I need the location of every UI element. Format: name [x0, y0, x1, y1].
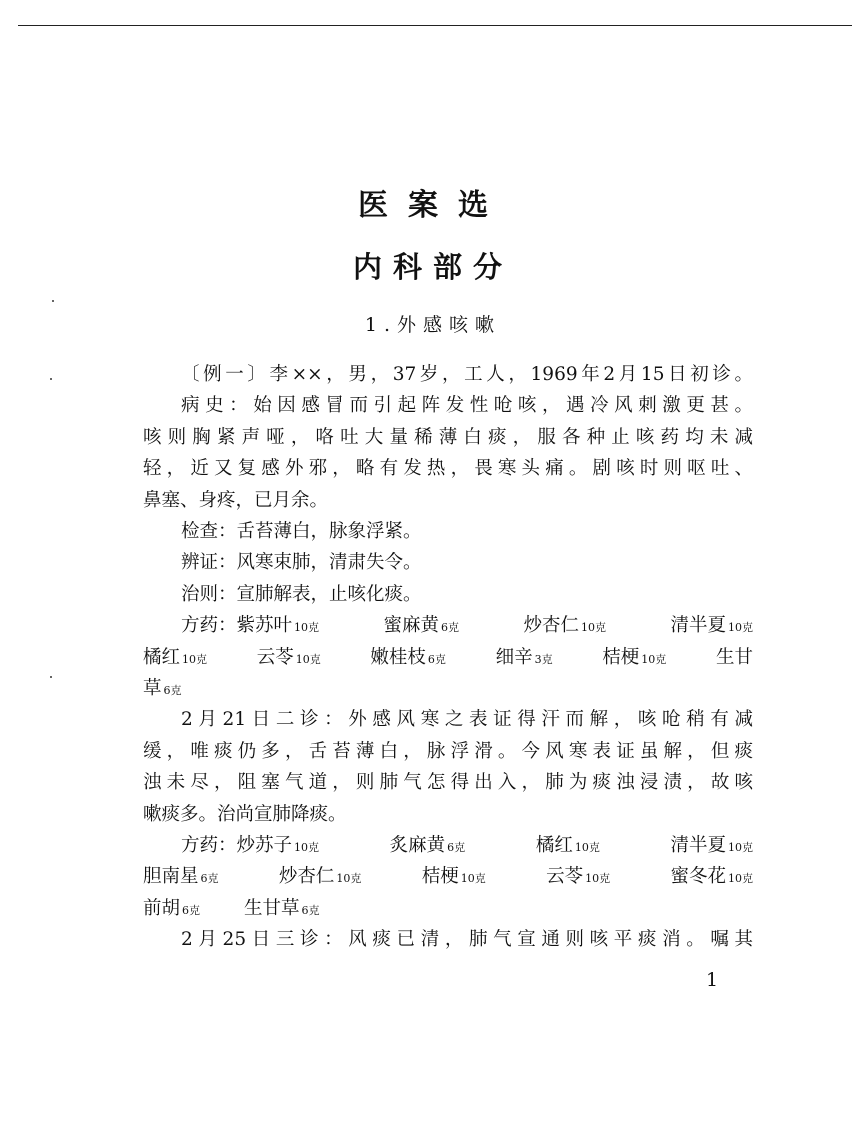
prescription-line [143, 834, 753, 858]
text-line: 浊未尽，阻塞气道，则肺气怎得出入，肺为痰浊浸渍，故咳 [143, 772, 753, 794]
herb-item [143, 677, 182, 701]
herb-item [244, 897, 320, 921]
text-line: 缓，唯痰仍多，舌苔薄白，脉浮滑。今风寒表证虽解，但痰 [143, 740, 753, 762]
text-line: 检查：舌苔薄白，脉象浮紧。 [181, 521, 422, 542]
herb-name: 清半夏 [670, 835, 726, 856]
herb-item [716, 646, 753, 670]
text-line: 嗽痰多。治尚宣肺降痰。 [143, 803, 347, 825]
text-line: 咳则胸紧声哑，咯吐大量稀薄白痰，服各种止咳药均未减 [143, 426, 753, 448]
herb-item [670, 834, 753, 858]
herb-name: 嫩桂枝 [370, 646, 426, 668]
herb-item [523, 614, 606, 638]
herb-dose: 10克 [727, 841, 753, 854]
herb-name: 云苓 [546, 866, 584, 888]
scan-speck [50, 378, 52, 380]
herb-item [602, 646, 666, 670]
text-line: 鼻塞、身疼，已月余。 [143, 489, 329, 511]
herb-dose: 10克 [460, 872, 486, 886]
herb-dose: 6克 [163, 684, 182, 697]
herb-name: 蜜麻黄 [383, 615, 439, 637]
herb-name: 清半夏 [670, 615, 726, 637]
herb-name: 草 [143, 678, 162, 699]
herb-name: 方药：炒苏子 [181, 835, 293, 856]
prescription-line [143, 897, 753, 921]
scan-speck [50, 676, 52, 678]
herb-dose: 6克 [301, 903, 320, 917]
text-line: 2月25日三诊：风痰已清，肺气宣通则咳平痰消。嘱其 [181, 929, 753, 951]
herb-dose: 10克 [727, 872, 753, 886]
herb-item [422, 865, 486, 889]
herb-dose: 10克 [574, 841, 600, 854]
text-line: 2月21日二诊：外感风寒之表证得汗而解，咳呛稍有减 [181, 709, 753, 731]
herb-name: 橘红 [535, 835, 573, 856]
herb-dose: 10克 [336, 872, 362, 886]
herb-item [143, 897, 200, 921]
herb-name: 炙麻黄 [389, 835, 446, 856]
herb-dose: 10克 [182, 652, 208, 666]
herb-item [143, 865, 219, 889]
prescription-line [143, 865, 753, 889]
herb-dose: 6克 [200, 872, 219, 886]
text-line: 〔例一〕李××，男，37岁，工人，1969年2月15日初诊。 [181, 364, 753, 385]
herb-item [496, 646, 553, 670]
text-line: 病史：始因感冒而引起阵发性呛咳，遇冷风刺激更甚。 [181, 395, 753, 417]
herb-name: 前胡 [143, 897, 181, 919]
herb-dose: 10克 [294, 621, 320, 635]
scan-speck [52, 300, 54, 302]
herb-dose: 6克 [447, 841, 466, 854]
herb-item [181, 834, 319, 858]
herb-dose: 10克 [294, 841, 320, 854]
prescription-line [143, 614, 753, 638]
text-line: 轻，近又复感外邪，略有发热，畏寒头痛。剧咳时则呕吐、 [143, 458, 753, 480]
herb-name: 炒杏仁 [523, 615, 579, 637]
herb-dose: 10克 [580, 621, 606, 635]
herb-item [279, 865, 362, 889]
herb-name: 蜜冬花 [670, 866, 726, 888]
top-rule [18, 25, 852, 26]
herb-item [670, 614, 753, 638]
herb-item [370, 646, 446, 670]
herb-item [670, 865, 753, 889]
herb-item [546, 865, 610, 889]
herb-dose: 6克 [182, 903, 201, 917]
part-title: 内科部分 [352, 250, 513, 284]
prescription-line [143, 646, 753, 670]
herb-item [257, 646, 321, 670]
prescription-line [143, 677, 753, 701]
herb-item [390, 834, 466, 858]
herb-item [181, 614, 319, 638]
herb-dose: 6克 [441, 621, 459, 635]
herb-name: 胆南星 [143, 866, 199, 888]
text-line: 治则：宣肺解表，止咳化痰。 [181, 583, 422, 605]
herb-dose: 3克 [534, 652, 553, 666]
herb-name: 桔梗 [421, 866, 459, 888]
herb-name: 桔梗 [602, 646, 640, 668]
text-line: 辨证：风寒束肺，清肃失令。 [181, 552, 422, 574]
herb-item [536, 834, 600, 858]
herb-name: 橘红 [143, 646, 181, 668]
chapter-title: 1.外感咳嗽 [364, 314, 502, 336]
herb-name: 生甘草 [244, 897, 300, 919]
herb-dose: 10克 [727, 621, 753, 635]
herb-item [143, 646, 207, 670]
herb-name: 方药：紫苏叶 [181, 615, 293, 637]
herb-name: 炒杏仁 [278, 866, 335, 888]
herb-name: 生甘 [715, 646, 753, 668]
herb-name: 云苓 [256, 646, 294, 668]
section-title: 医案选 [358, 188, 508, 223]
herb-name: 细辛 [495, 646, 533, 668]
herb-item [383, 614, 459, 638]
herb-dose: 6克 [427, 652, 446, 666]
herb-dose: 10克 [585, 872, 611, 886]
page-number: 1 [706, 969, 719, 991]
herb-dose: 10克 [295, 652, 321, 666]
herb-dose: 10克 [641, 652, 667, 666]
